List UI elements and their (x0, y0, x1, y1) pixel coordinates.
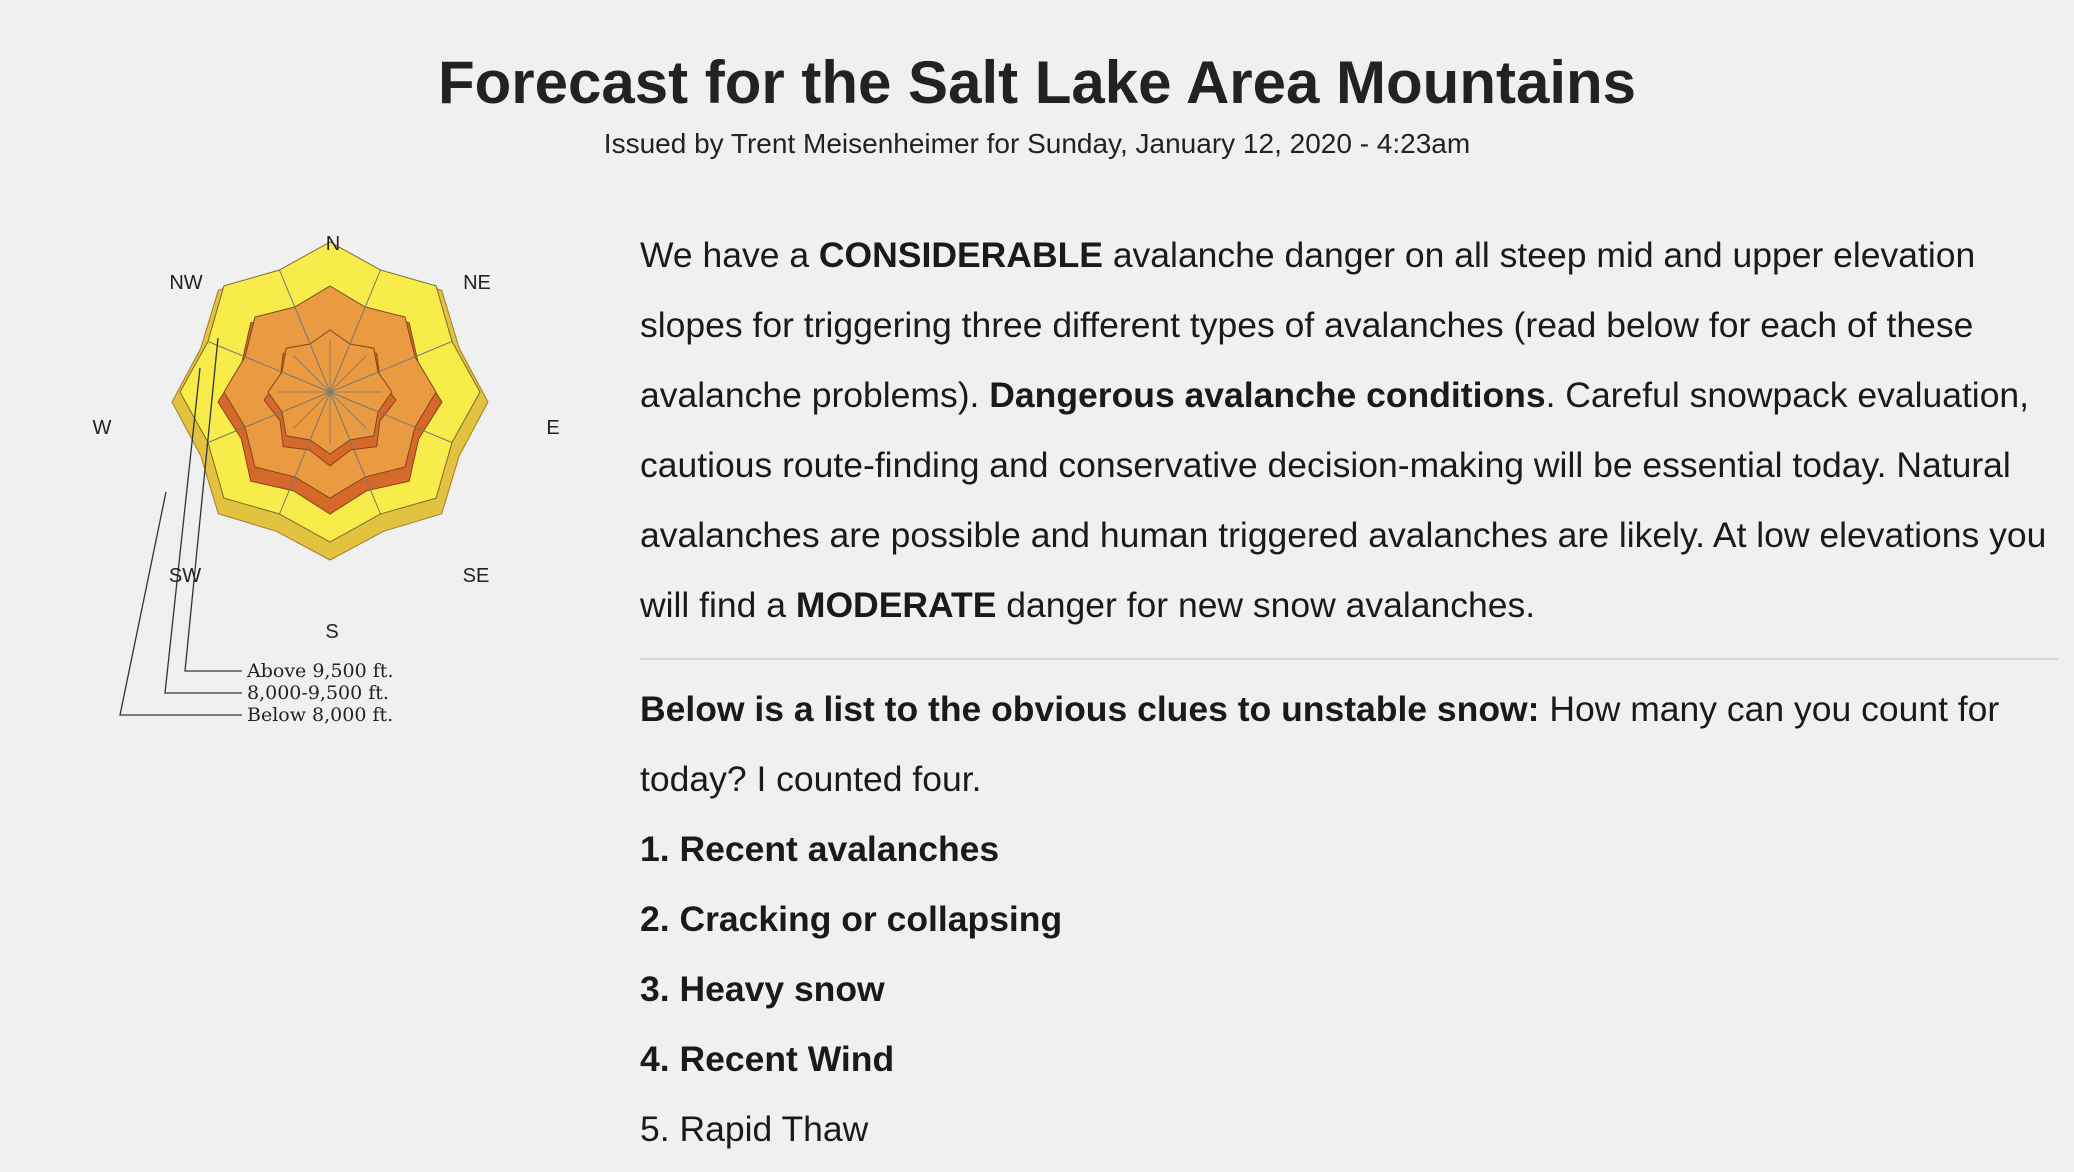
clue-item: 4. Recent Wind (640, 1039, 895, 1079)
clues-intro (640, 674, 2060, 814)
danger-level-considerable: CONSIDERABLE (818, 235, 1103, 275)
legend-mid: 8,000-9,500 ft. (247, 682, 389, 704)
rose-label-w: W (92, 417, 112, 439)
rose-label-se: SE (462, 565, 490, 587)
legend-above: Above 9,500 ft. (247, 660, 394, 682)
rose-label-ne: NE (463, 272, 491, 294)
summary-text-2: avalanche danger on all steep mid and upper elevation slopes for triggering three different types of avalanches (read below for each of these avalanche problems). (640, 235, 1976, 415)
summary-text-1: We have a (640, 235, 819, 275)
clues-intro-text: How many can you count for today? I counted four. (640, 689, 2000, 799)
rose-label-s: S (325, 621, 339, 643)
rose-label-sw: SW (168, 565, 202, 587)
clue-item: 5. Rapid Thaw (640, 1109, 869, 1149)
forecast-content (640, 220, 2060, 1164)
danger-rose (80, 220, 580, 740)
dangerous-conditions: Dangerous avalanche conditions (989, 375, 1546, 415)
clues-intro-heading: Below is a list to the obvious clues to unstable snow: (640, 689, 1540, 729)
legend-leader-below (120, 492, 242, 715)
rose-shapes (120, 242, 488, 715)
clue-item: 1. Recent avalanches (640, 829, 1000, 869)
summary-text-3: . Careful snowpack evaluation, cautious route-finding and conservative decision-making will be essential today. Natural avalanches are possible and human triggered avalanches are likely. At low elevations you will find a (640, 375, 2047, 625)
rose-label-nw: NW (169, 272, 203, 294)
danger-summary (640, 220, 2060, 640)
clue-item: 2. Cracking or collapsing (640, 899, 1063, 939)
summary-text-4: danger for new snow avalanches. (996, 585, 1536, 625)
danger-level-moderate: MODERATE (795, 585, 997, 625)
rose-label-e: E (546, 417, 560, 439)
page-title: Forecast for the Salt Lake Area Mountains (437, 49, 1637, 116)
clue-item: 3. Heavy snow (640, 969, 885, 1009)
divider (640, 658, 2058, 660)
legend-below: Below 8,000 ft. (247, 704, 394, 726)
rose-label-n: N (325, 233, 341, 255)
danger-rose-graphic (80, 220, 580, 740)
issued-by-line: Issued by Trent Meisenheimer for Sunday, January 12, 2020 - 4:23am (603, 128, 1471, 159)
